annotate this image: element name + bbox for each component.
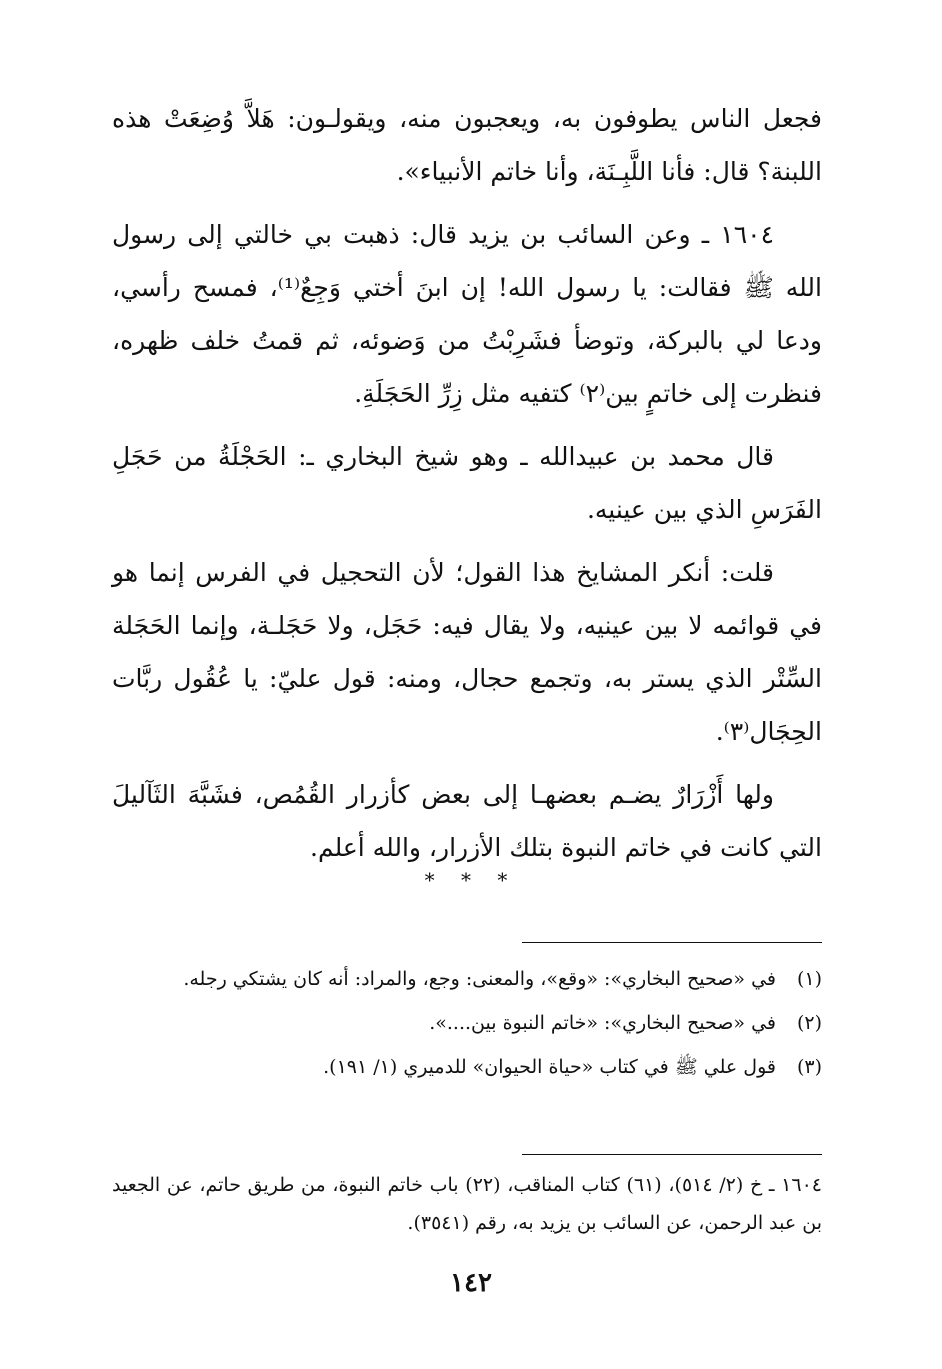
- paragraph-continuation: فجعل الناس يطوفون به، ويعجبون منه، ويقولـون: هَلاَّ وُضِعَتْ هذه اللبنة؟ قال: فأنا اللَّبِـنَة، وأنا خاتم الأنبياء».: [112, 104, 822, 186]
- footnote-number: (٣): [796, 1056, 822, 1078]
- footnote-divider: [522, 942, 822, 943]
- section-separator: * * *: [424, 868, 518, 892]
- footnotes: [112, 960, 822, 1092]
- paragraph-bukhari-note: قال محمد بن عبيدالله ـ وهو شيخ البخاري ـ: الحَجْلَةُ من حَجَلِ الفَرَسِ الذي بين عينيه.: [112, 442, 822, 524]
- paragraph-commentary: قلت: أنكر المشايخ هذا القول؛ لأن التحجيل في الفرس إنما هو في قوائمه لا بين عينيه، ولا يقال فيه: حَجَل، ولا حَجَلـة، وإنما الحَجَلة السِّتْر الذي يستر به، وتجمع حجال، ومنه: قول عليّ: يا عُقُول ربَّات الحِجَال⁽٣⁾.: [112, 558, 822, 746]
- paragraph-conclusion: ولها أَزْرَارٌ يضـم بعضهـا إلى بعض كأزرار القُمُص، فشَبَّهَ الثَآليلَ التي كانت في خاتم النبوة بتلك الأزرار، والله أعلم.: [112, 780, 822, 862]
- footnote-item: [112, 1004, 822, 1042]
- takhrij-note: [112, 1166, 822, 1242]
- main-text: [112, 92, 822, 884]
- takhrij-text: ١٦٠٤ ـ خ (٢/ ٥١٤)، (٦١) كتاب المناقب، (٢٢) باب خاتم النبوة، من طريق حاتم، عن الجعيد بن عبد الرحمن، عن السائب بن يزيد به، رقم (٣٥٤١).: [112, 1174, 822, 1234]
- takhrij-divider: [522, 1154, 822, 1155]
- page-number: ١٤٢: [450, 1268, 492, 1298]
- footnote-text: في «صحيح البخاري»: «وقع»، والمعنى: وجع، والمراد: أنه كان يشتكي رجله.: [183, 968, 776, 990]
- footnote-item: [112, 1048, 822, 1086]
- footnote-number: (١): [796, 968, 822, 990]
- footnote-text: في «صحيح البخاري»: «خاتم النبوة بين....».: [429, 1012, 776, 1034]
- paragraph-hadith-1604: ١٦٠٤ ـ وعن السائب بن يزيد قال: ذهبت بي خالتي إلى رسول الله ﷺ فقالت: يا رسول الله! إن ابنَ أختي وَجِعٌ⁽¹⁾، فمسح رأسي، ودعا لي بالبركة، وتوضأ فشَرِبْتُ من وَضوئه، ثم قمتُ خلف ظهره، فنظرت إلى خاتمٍ بين⁽٢⁾ كتفيه مثل زِرِّ الحَجَلَةِ.: [112, 220, 822, 408]
- footnote-number: (٢): [796, 1012, 822, 1034]
- footnote-text: قول علي ﷺ في كتاب «حياة الحيوان» للدميري (١/ ١٩١).: [323, 1056, 776, 1078]
- footnote-item: [112, 960, 822, 998]
